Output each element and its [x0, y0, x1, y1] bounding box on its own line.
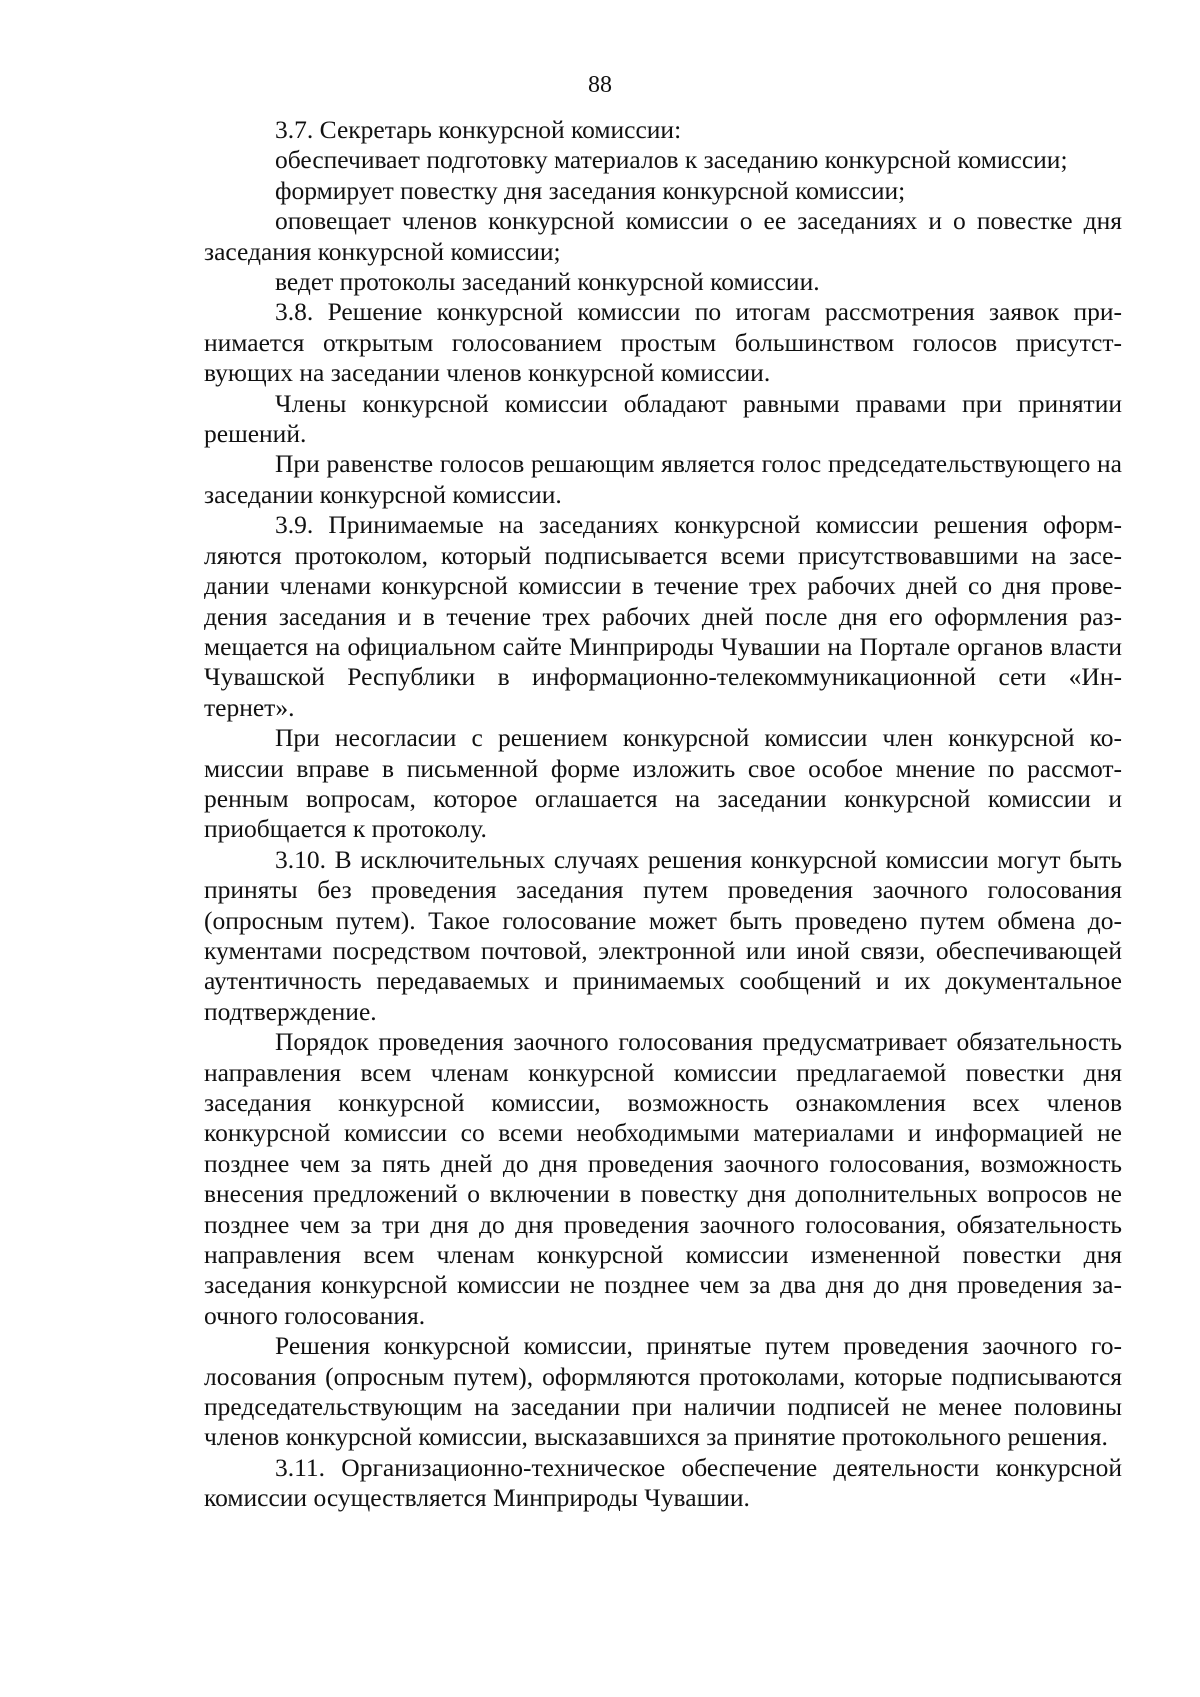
paragraph-tie-vote: При равенстве голосов решающим является голос председательствующего на заседании конкурсной комиссии. — [204, 449, 1122, 509]
paragraph-secretary-notify: оповещает членов конкурсной комиссии о ее заседаниях и о повестке дня заседания конкурсной комиссии; — [204, 206, 1122, 266]
paragraph-absentee-procedure: Порядок проведения заочного голосования предусматривает обязательность направления всем членам конкурсной комиссии предлагаемой повестки дня заседания конкурсной комиссии, возможность ознакомления всех членов конкурсной комиссии со всеми необходимыми материалами и информацией не позднее чем за пять дней до дня проведения заочного голосования, возможность внесения предложений о включении в повестку дня дополнительных вопросов не позднее чем за три дня до дня проведения заочного голосования, обязательность направления всем членам конкурсной комиссии измененной повестки дня заседания конкурсной комиссии не позднее чем за два дня до дня проведения заочного голосования. — [204, 1027, 1122, 1330]
paragraph-dissent: При несогласии с решением конкурсной комиссии член конкурсной комиссии вправе в письменной форме изложить свое особое мнение по рассмотренным вопросам, которое оглашается на заседании конкурсной комиссии и приобщается к протоколу. — [204, 723, 1122, 844]
paragraph-3-7-heading: 3.7. Секретарь конкурсной комиссии: — [275, 115, 682, 144]
paragraph-secretary-materials: обеспечивает подготовку материалов к заседанию конкурсной комиссии; — [275, 145, 1068, 175]
paragraph-3-8: 3.8. Решение конкурсной комиссии по итогам рассмотрения заявок принимается открытым голосованием простым большинством голосов присутствующих на заседании членов конкурсной комиссии. — [204, 297, 1122, 388]
paragraph-secretary-minutes: ведет протоколы заседаний конкурсной комиссии. — [275, 267, 820, 297]
page-number: 88 — [588, 72, 612, 98]
paragraph-secretary-agenda: формирует повестку дня заседания конкурсной комиссии; — [275, 175, 906, 205]
paragraph-3-11: 3.11. Организационно-техническое обеспечение деятельности конкурсной комиссии осуществляется Минприроды Чувашии. — [204, 1452, 1122, 1513]
paragraph-absentee-protocols: Решения конкурсной комиссии, принятые путем проведения заочного голосования (опросным путем), оформляются протоколами, которые подписываются председательствующим на заседании при наличии подписей не менее половины членов конкурсной комиссии, высказавшихся за принятие протокольного решения. — [204, 1331, 1122, 1452]
document-body — [204, 115, 1122, 1514]
paragraph-3-9: 3.9. Принимаемые на заседаниях конкурсной комиссии решения оформляются протоколом, который подписывается всеми присутствовавшими на заседании членами конкурсной комиссии в течение трех рабочих дней со дня проведения заседания и в течение трех рабочих дней после дня его оформления размещается на официальном сайте Минприроды Чувашии на Портале органов власти Чувашской Республики в информационно-телекоммуникационной сети «Интернет». — [204, 510, 1122, 722]
paragraph-3-10: 3.10. В исключительных случаях решения конкурсной комиссии могут быть приняты без проведения заседания путем проведения заочного голосования (опросным путем). Такое голосование может быть проведено путем обмена документами посредством почтовой, электронной или иной связи, обеспечивающей аутентичность передаваемых и принимаемых сообщений и их документальное подтверждение. — [204, 844, 1122, 1026]
paragraph-equal-rights: Члены конкурсной комиссии обладают равными правами при принятии решений. — [204, 388, 1122, 449]
